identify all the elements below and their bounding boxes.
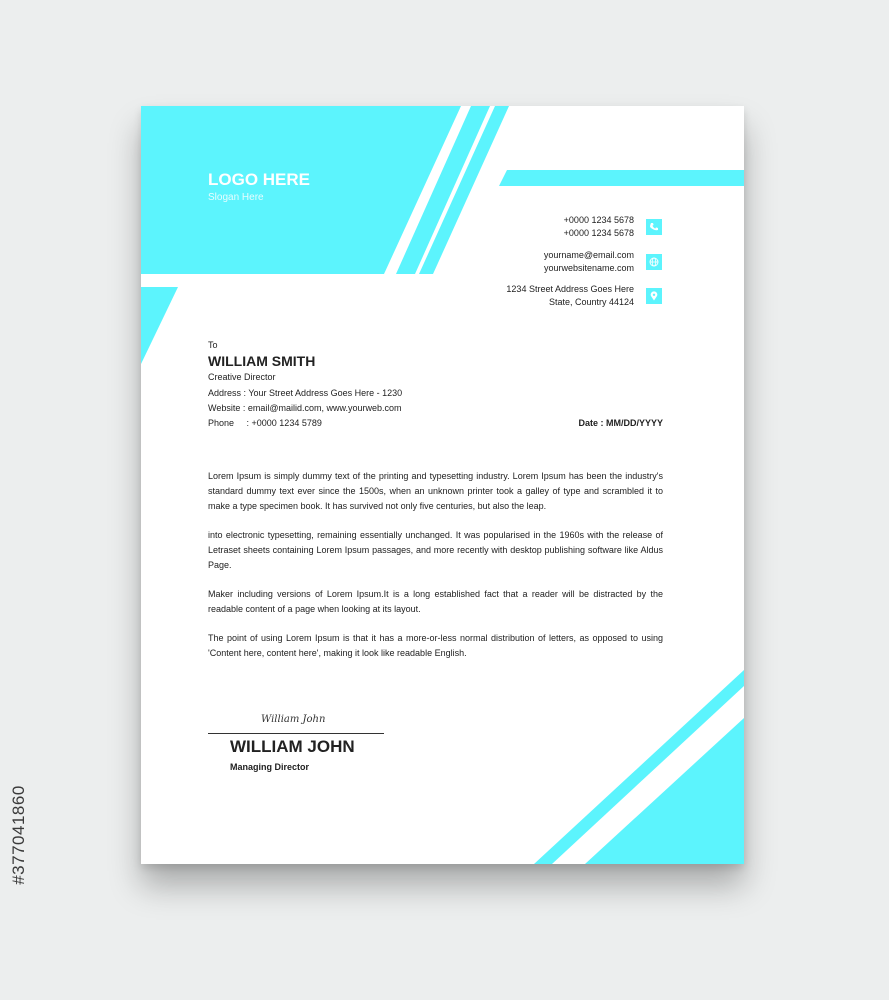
letterhead-page — [141, 106, 744, 864]
recipient-address: Address : Your Street Address Goes Here - 1230 — [208, 388, 403, 398]
left-accent-triangle — [141, 287, 178, 364]
location-pin-icon — [646, 288, 662, 304]
phone-line-1: +0000 1234 5678 — [563, 215, 634, 225]
contact-phone — [564, 214, 634, 240]
body-paragraph-1: Lorem Ipsum is simply dummy text of the printing and typesetting industry. Lorem Ipsum has been the industry's standard dummy text ever since the 1500s, when an unknown printer took a galley of type and scrambled it to make a type specimen book. It has survived not only five centuries, but also the leap. — [208, 471, 663, 511]
letter-body — [208, 469, 663, 675]
stock-id — [6, 760, 32, 910]
globe-icon — [646, 254, 662, 270]
signature-line — [208, 733, 384, 734]
stock-id-text: #377041860 — [9, 785, 29, 885]
email-text: yourname@email.com — [543, 250, 634, 260]
signer-name: WILLIAM JOHN — [230, 737, 355, 756]
phone-icon — [646, 219, 662, 235]
website-text: yourwebsitename.com — [543, 263, 634, 273]
address-line-1: 1234 Street Address Goes Here — [506, 284, 634, 294]
slogan-text: Slogan Here — [208, 192, 264, 203]
address-line-2: State, Country 44124 — [548, 297, 634, 307]
phone-line-2: +0000 1234 5678 — [563, 228, 634, 238]
signature-script: William John — [261, 714, 326, 725]
body-paragraph-2: into electronic typesetting, remaining essentially unchanged. It was popularised in the 1960s with the release of Letraset sheets containing Lorem Ipsum passages, and more recently with desktop publishing software like Aldus Page. — [208, 530, 663, 570]
contact-web — [544, 249, 634, 275]
letter-date: Date : MM/DD/YYYY — [578, 418, 663, 428]
contact-address — [506, 283, 634, 309]
logo-text: LOGO HERE — [208, 170, 311, 189]
footer-band — [585, 718, 744, 864]
recipient-name: WILLIAM SMITH — [208, 353, 316, 369]
body-paragraph-4: The point of using Lorem Ipsum is that it has a more-or-less normal distribution of letters, as opposed to using 'Content here, content here', making it look like readable English. — [208, 633, 663, 658]
header-right-bar — [499, 170, 744, 186]
recipient-title: Creative Director — [208, 372, 276, 382]
recipient-phone: Phone : +0000 1234 5789 — [208, 418, 322, 428]
signer-title: Managing Director — [230, 762, 310, 772]
to-label: To — [208, 340, 218, 350]
body-paragraph-3: Maker including versions of Lorem Ipsum.It is a long established fact that a reader will be distracted by the readable content of a page when looking at its layout. — [208, 589, 663, 614]
recipient-website: Website : email@mailid.com, www.yourweb.com — [208, 403, 402, 413]
